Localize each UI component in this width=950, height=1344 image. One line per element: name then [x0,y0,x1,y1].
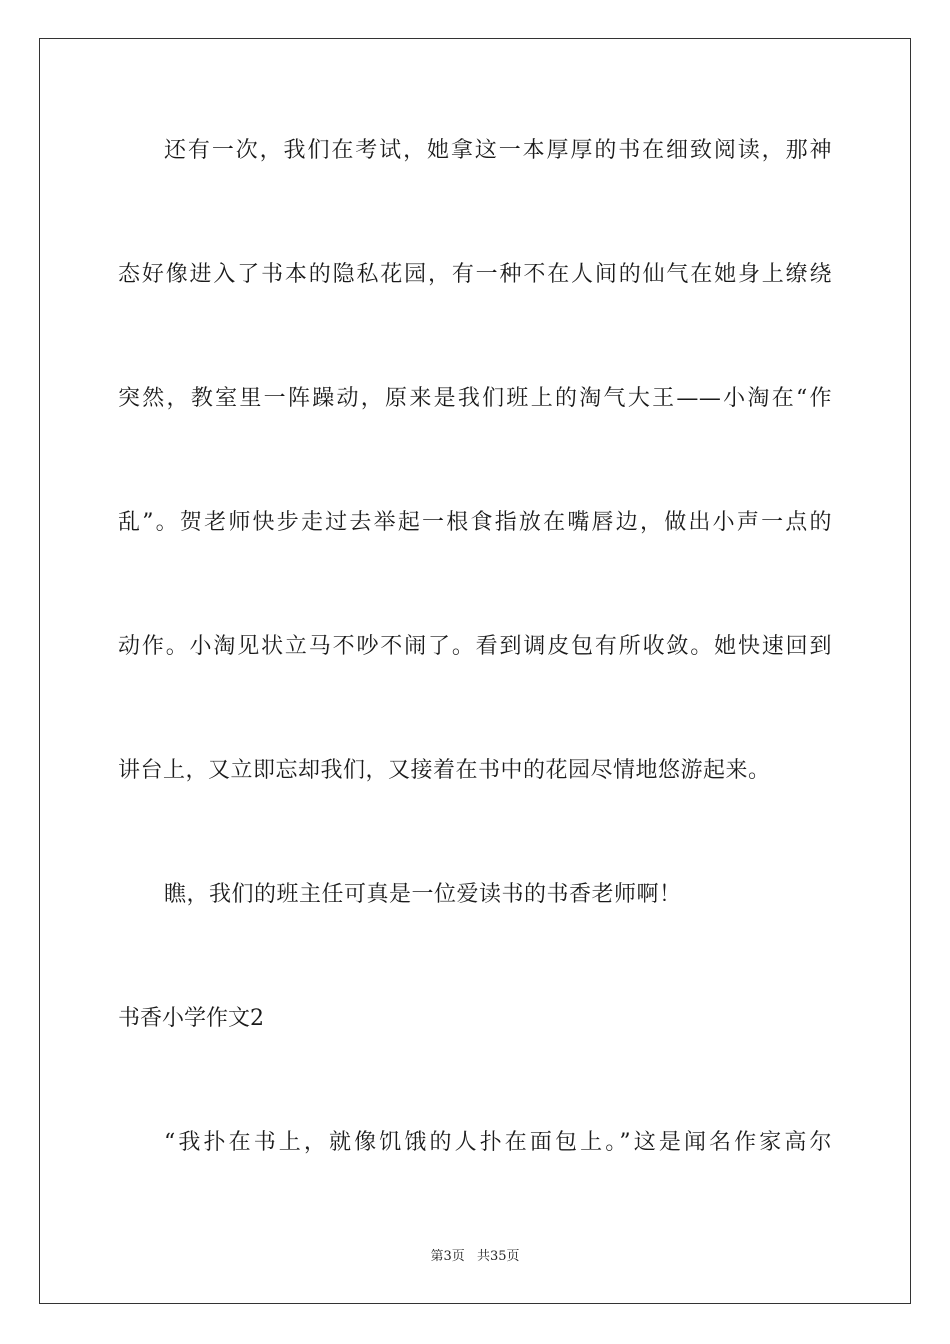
section-heading: 书香小学作文2 [118,1006,264,1031]
paragraph-line-6: 讲台上，又立即忘却我们，又接着在书中的花园尽情地悠游起来。 [118,758,771,783]
page-number: 第3页 [430,1249,465,1264]
page-footer [0,1248,950,1266]
page-total: 共35页 [476,1249,520,1264]
paragraph-line-1: 还有一次，我们在考试，她拿这一本厚厚的书在细致阅读，那神 [164,138,832,163]
paragraph-line-3: 突然，教室里一阵躁动，原来是我们班上的淘气大王——小淘在“作 [118,386,832,411]
paragraph-line-5: 动作。小淘见状立马不吵不闹了。看到调皮包有所收敛。她快速回到 [118,634,832,659]
paragraph-line-2: 态好像进入了书本的隐私花园，有一种不在人间的仙气在她身上缭绕 [118,262,832,287]
paragraph-line-4: 乱”。贺老师快步走过去举起一根食指放在嘴唇边，做出小声一点的 [118,510,832,535]
paragraph-line-8: “我扑在书上，就像饥饿的人扑在面包上。”这是闻名作家高尔 [164,1130,832,1155]
page-border [39,38,911,1304]
paragraph-line-7: 瞧，我们的班主任可真是一位爱读书的书香老师啊！ [164,882,682,907]
